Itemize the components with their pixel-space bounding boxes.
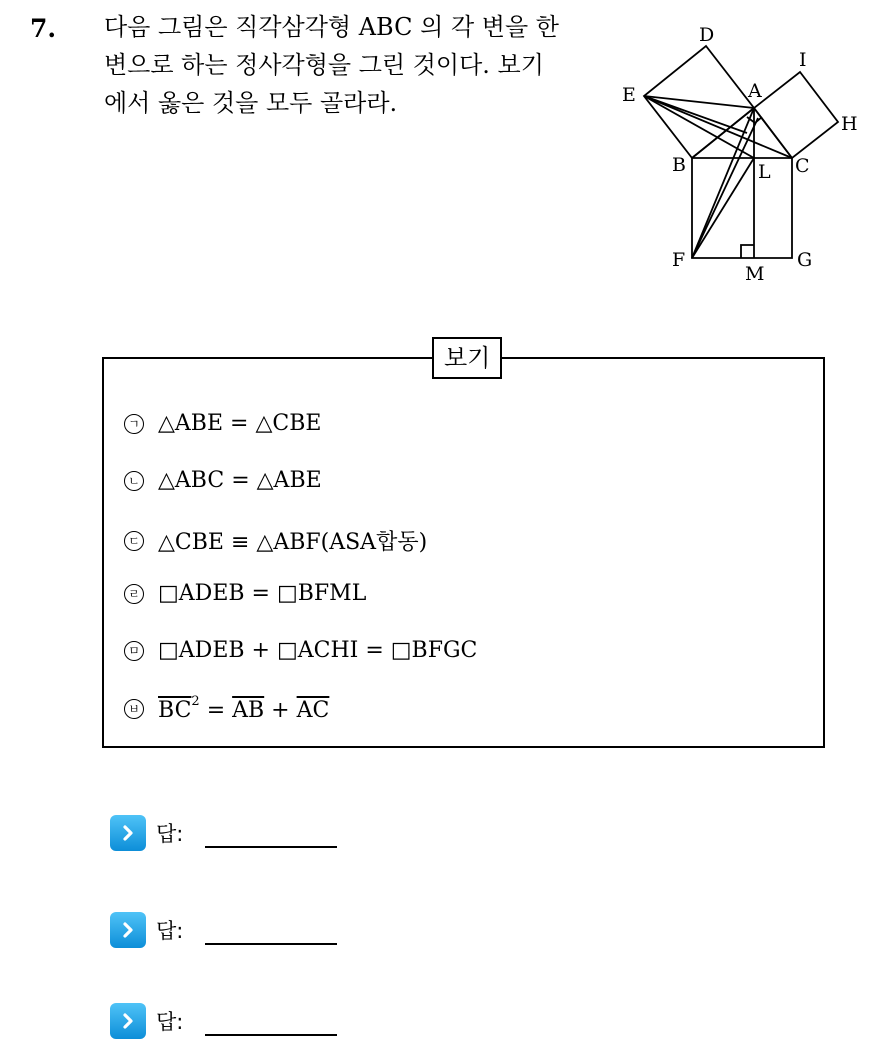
- label-m: M: [745, 263, 765, 285]
- item-text: □ADEB = □BFML: [158, 581, 367, 606]
- answer-label: 답:: [156, 1010, 184, 1034]
- question-text: [104, 8, 604, 122]
- item-text: △CBE ≡ △ABF(ASA합동): [158, 530, 428, 555]
- chevron-right-icon: [110, 1003, 146, 1039]
- question-line: 변으로 하는 정사각형을 그린 것이다. 보기: [104, 51, 544, 79]
- bogi-item: [124, 411, 321, 436]
- bogi-item: [124, 694, 329, 723]
- label-b: B: [672, 154, 686, 176]
- segment-fl: [692, 158, 754, 258]
- answer-blank[interactable]: [205, 915, 337, 945]
- overline-bc: $\overline{BC}$: [158, 698, 192, 723]
- bogi-item: [124, 638, 477, 663]
- item-text: △ABC = △ABE: [158, 468, 322, 493]
- label-c: C: [795, 155, 810, 177]
- bogi-item: [124, 525, 427, 556]
- plus-sign: +: [264, 698, 297, 723]
- label-l: L: [758, 161, 771, 183]
- answer-label: 답:: [156, 822, 184, 846]
- item-text: △ABE = △CBE: [158, 411, 322, 436]
- geometry-figure: [612, 14, 874, 286]
- square-achi: [754, 72, 838, 158]
- question-line: 다음 그림은 직각삼각형 ABC 의 각 변을 한: [104, 13, 559, 41]
- item-marker: ㄴ: [124, 471, 144, 491]
- label-a: A: [748, 80, 762, 102]
- bogi-item: [124, 468, 322, 493]
- chevron-right-icon: [110, 912, 146, 948]
- answer-row: [110, 815, 337, 851]
- bogi-item: [124, 581, 366, 606]
- answer-row: [110, 1003, 337, 1039]
- item-text: □ADEB + □ACHI = □BFGC: [158, 638, 478, 663]
- question-number: 7.: [30, 14, 57, 43]
- bogi-title: 보기: [432, 337, 502, 379]
- item-marker: ㄱ: [124, 414, 144, 434]
- item-text: [158, 694, 329, 723]
- overline-ac: $\overline{AC}$: [296, 698, 330, 723]
- label-i: I: [799, 49, 807, 71]
- label-g: G: [797, 249, 813, 271]
- item-marker: ㅂ: [124, 699, 144, 719]
- label-h: H: [841, 113, 858, 135]
- label-e: E: [622, 84, 636, 106]
- item-marker: ㄹ: [124, 584, 144, 604]
- square-bfgc: [692, 158, 792, 258]
- answer-label: 답:: [156, 919, 184, 943]
- item-marker: ㅁ: [124, 641, 144, 661]
- bogi-box: [102, 344, 825, 748]
- answer-row: [110, 912, 337, 948]
- item-marker: ㄷ: [124, 531, 144, 551]
- equals-sign: =: [199, 698, 233, 723]
- question-line: 에서 옳은 것을 모두 골라라.: [104, 89, 398, 117]
- exponent: 2: [191, 694, 200, 709]
- label-f: F: [672, 249, 686, 271]
- chevron-right-icon: [110, 815, 146, 851]
- right-angle-m: [741, 245, 754, 258]
- segment-ec: [644, 96, 792, 158]
- answer-blank[interactable]: [205, 1006, 337, 1036]
- answer-blank[interactable]: [205, 818, 337, 848]
- segment-af: [692, 108, 754, 258]
- segment-fx: [692, 118, 758, 258]
- overline-ab: $\overline{AB}$: [232, 698, 265, 723]
- label-d: D: [699, 24, 715, 46]
